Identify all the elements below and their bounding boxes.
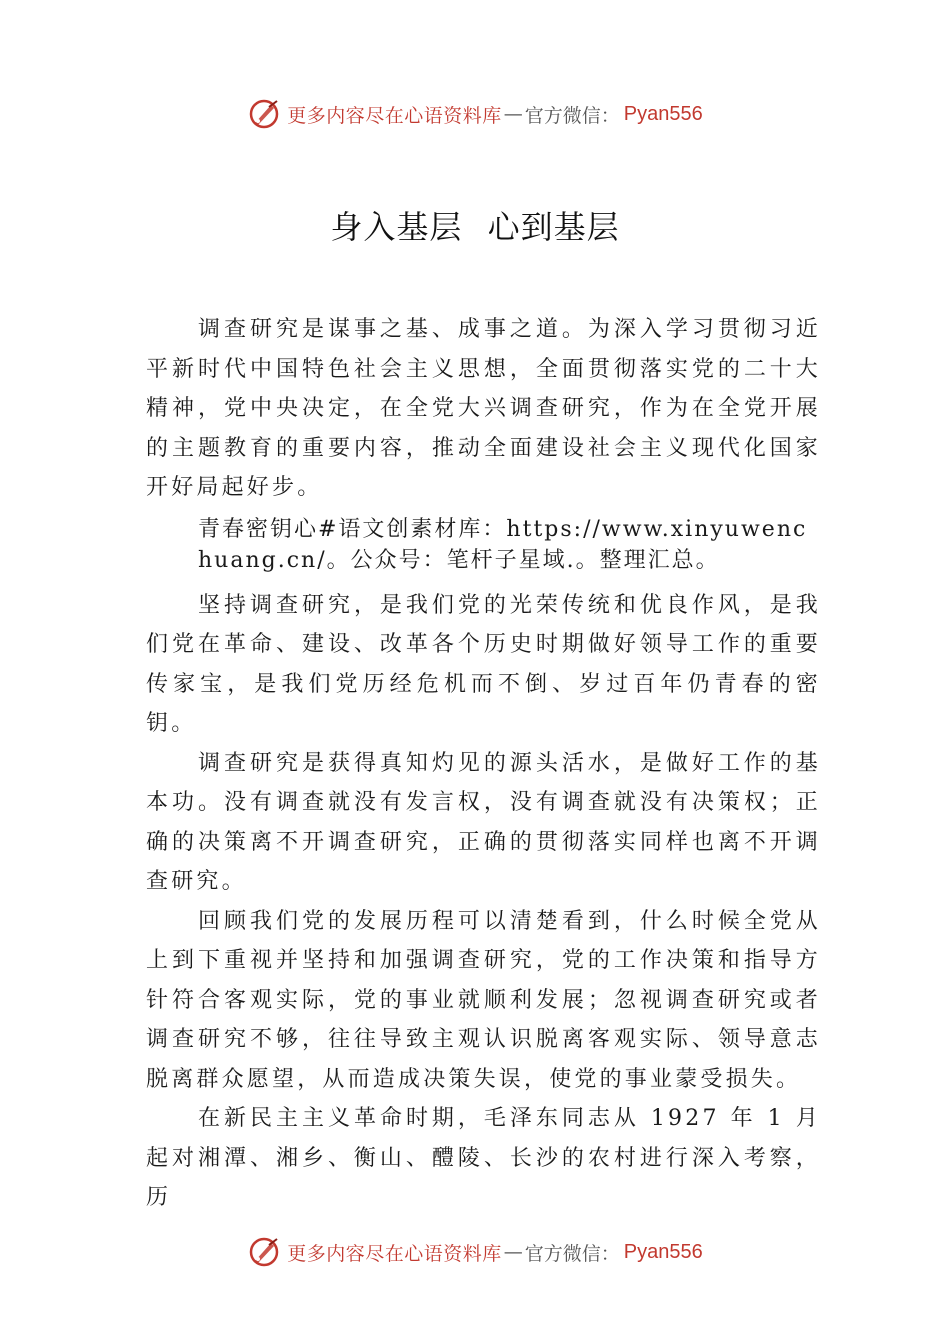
paragraph: 坚持调查研究，是我们党的光荣传统和优良作风，是我们党在革命、建设、改革各个历史时期做好领导工作的重要传家宝，是我们党历经危机而不倒、岁过百年仍青春的密钥。	[146, 592, 821, 736]
header-watermark-banner	[0, 92, 950, 136]
quill-pen-logo-icon	[247, 97, 281, 131]
paragraph: 在新民主主义革命时期，毛泽东同志从 1927 年 1 月起对湘潭、湘乡、衡山、醴陵、长沙的农村进行深入考察，历	[146, 1106, 821, 1210]
banner-wechat-label: 官方微信：	[524, 1242, 620, 1265]
document-body	[146, 310, 821, 1218]
banner-wechat-label: 官方微信：	[524, 104, 620, 127]
document-title: 身入基层 心到基层	[330, 208, 620, 246]
banner-text: 更多内容尽在心语资料库	[287, 1242, 502, 1265]
banner-separator: —	[503, 1241, 523, 1263]
paragraph: 回顾我们党的发展历程可以清楚看到，什么时候全党从上到下重视并坚持和加强调查研究，党的工作决策和指导方针符合客观实际，党的事业就顺利发展；忽视调查研究或者调查研究不够，往往导致主观认识脱离客观实际、领导意志脱离群众愿望，从而造成决策失误，使党的事业蒙受损失。	[146, 908, 821, 1092]
banner-wechat-id: Pyan556	[623, 102, 703, 125]
source-note: 青春密钥心#语文创素材库：https://www.xinyuwenchuang.cn/。公众号：笔杆子星域.。整理汇总。	[198, 516, 808, 573]
banner-wechat-id: Pyan556	[623, 1240, 703, 1263]
banner-separator: —	[503, 103, 523, 125]
banner-text: 更多内容尽在心语资料库	[287, 104, 502, 127]
quill-pen-logo-icon	[247, 1235, 281, 1269]
paragraph: 调查研究是获得真知灼见的源头活水，是做好工作的基本功。没有调查就没有发言权，没有调查就没有决策权；正确的决策离不开调查研究，正确的贯彻落实同样也离不开调查研究。	[146, 750, 821, 894]
footer-watermark-banner	[0, 1230, 950, 1274]
paragraph: 调查研究是谋事之基、成事之道。为深入学习贯彻习近平新时代中国特色社会主义思想，全面贯彻落实党的二十大精神，党中央决定，在全党大兴调查研究，作为在全党开展的主题教育的重要内容，推动全面建设社会主义现代化国家开好局起好步。	[146, 317, 821, 500]
